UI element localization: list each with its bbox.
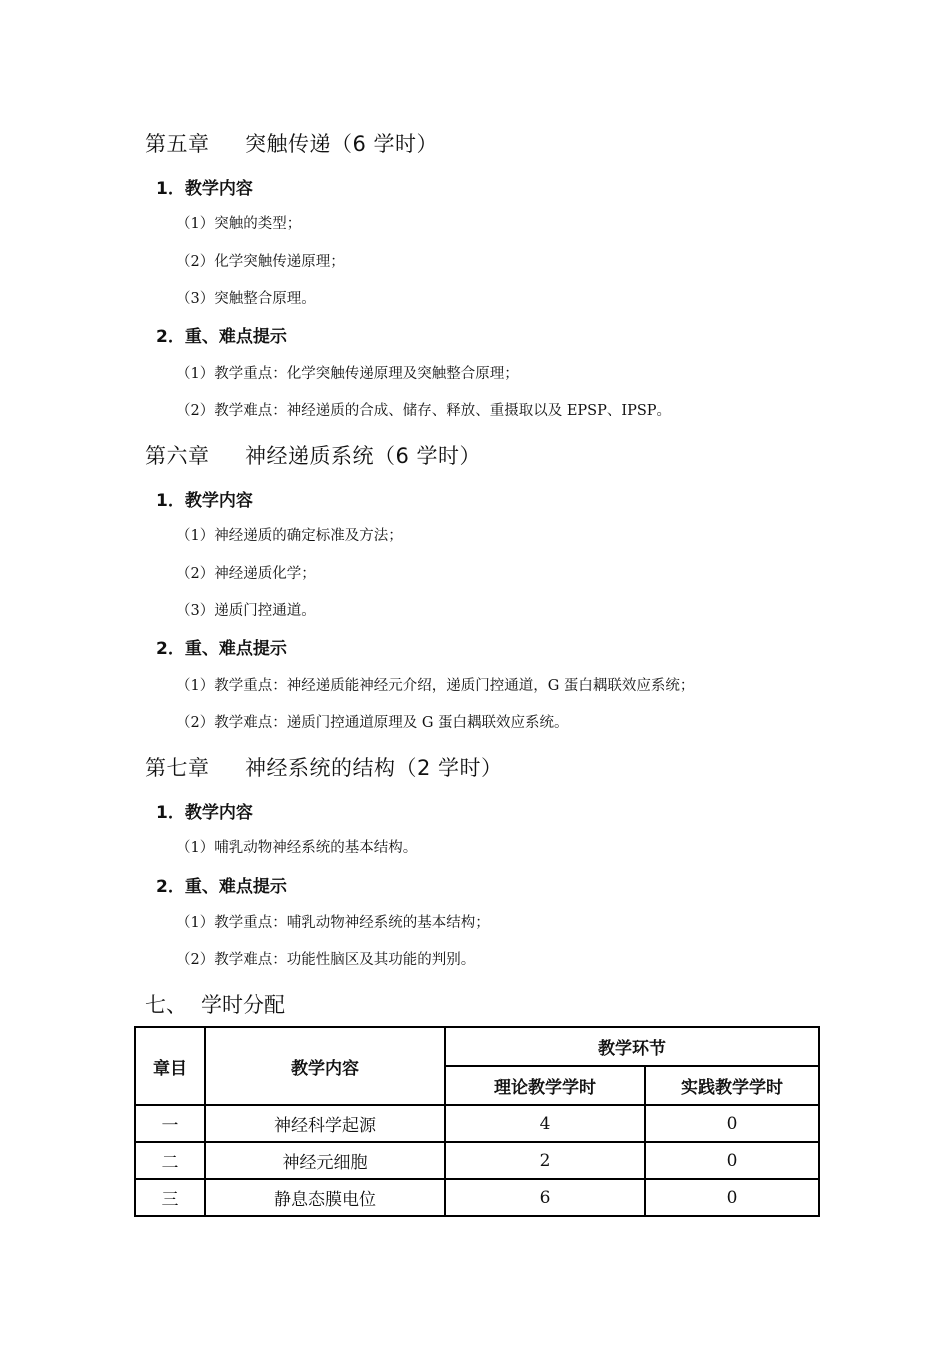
- table-row: [135, 1105, 819, 1142]
- row-3-theory: 6: [445, 1179, 645, 1216]
- section-7-title: 学时分配: [201, 993, 285, 1017]
- header-practice-hours: 实践教学学时: [645, 1066, 819, 1105]
- chapter-7-difficult-point: （2）教学难点：功能性脑区及其功能的判别。: [176, 952, 476, 968]
- row-2-theory: 2: [445, 1142, 645, 1179]
- chapter-5-number: 第五章: [145, 132, 210, 156]
- chapter-6-number: 第六章: [145, 444, 210, 468]
- table-row: [135, 1179, 819, 1216]
- row-1-theory: 4: [445, 1105, 645, 1142]
- chapter-6-section-1-heading: 1．教学内容: [156, 491, 253, 511]
- chapter-7-heading: [145, 752, 503, 782]
- header-chapter: 章目: [135, 1027, 205, 1105]
- header-content: 教学内容: [205, 1027, 445, 1105]
- chapter-6-key-point: （1）教学重点：神经递质能神经元介绍，递质门控通道，G 蛋白耦联效应系统；: [176, 678, 695, 694]
- chapter-5-title: 突触传递（6 学时）: [245, 132, 439, 156]
- row-3-content: 静息态膜电位: [205, 1179, 445, 1216]
- chapter-6-heading: [145, 440, 481, 470]
- chapter-5-difficult-point: （2）教学难点：神经递质的合成、储存、释放、重摄取以及 EPSP、IPSP。: [176, 403, 672, 419]
- section-7-heading: [145, 989, 285, 1019]
- row-2-chapter: 二: [135, 1142, 205, 1179]
- table-row: [135, 1142, 819, 1179]
- chapter-7-content-item-1: （1）哺乳动物神经系统的基本结构。: [176, 840, 418, 856]
- chapter-5-key-point: （1）教学重点：化学突触传递原理及突触整合原理；: [176, 366, 519, 382]
- chapter-7-number: 第七章: [145, 756, 210, 780]
- chapter-5-content-item-3: （3）突触整合原理。: [176, 291, 316, 307]
- section-7-number: 七、: [145, 993, 187, 1017]
- table-header-row: [135, 1027, 819, 1066]
- chapter-5-heading: [145, 128, 438, 158]
- chapter-7-title: 神经系统的结构（2 学时）: [245, 756, 503, 780]
- header-teaching-stage: 教学环节: [445, 1027, 819, 1066]
- hours-allocation-table: [134, 1026, 820, 1217]
- chapter-5-content-item-2: （2）化学突触传递原理；: [176, 254, 345, 270]
- row-1-chapter: 一: [135, 1105, 205, 1142]
- row-2-practice: 0: [645, 1142, 819, 1179]
- header-theory-hours: 理论教学学时: [445, 1066, 645, 1105]
- chapter-6-title: 神经递质系统（6 学时）: [245, 444, 482, 468]
- row-1-content: 神经科学起源: [205, 1105, 445, 1142]
- chapter-6-section-2-heading: 2．重、难点提示: [156, 639, 287, 659]
- chapter-5-content-item-1: （1）突触的类型；: [176, 216, 302, 232]
- row-2-content: 神经元细胞: [205, 1142, 445, 1179]
- chapter-6-content-item-3: （3）递质门控通道。: [176, 603, 316, 619]
- chapter-5-section-1-heading: 1．教学内容: [156, 179, 253, 199]
- chapter-7-section-1-heading: 1．教学内容: [156, 803, 253, 823]
- row-3-practice: 0: [645, 1179, 819, 1216]
- chapter-6-content-item-2: （2）神经递质化学；: [176, 566, 316, 582]
- row-1-practice: 0: [645, 1105, 819, 1142]
- chapter-5-section-2-heading: 2．重、难点提示: [156, 327, 287, 347]
- chapter-7-section-2-heading: 2．重、难点提示: [156, 877, 287, 897]
- chapter-7-key-point: （1）教学重点：哺乳动物神经系统的基本结构；: [176, 915, 490, 931]
- chapter-6-content-item-1: （1）神经递质的确定标准及方法；: [176, 528, 403, 544]
- chapter-6-difficult-point: （2）教学难点：递质门控通道原理及 G 蛋白耦联效应系统。: [176, 715, 569, 731]
- row-3-chapter: 三: [135, 1179, 205, 1216]
